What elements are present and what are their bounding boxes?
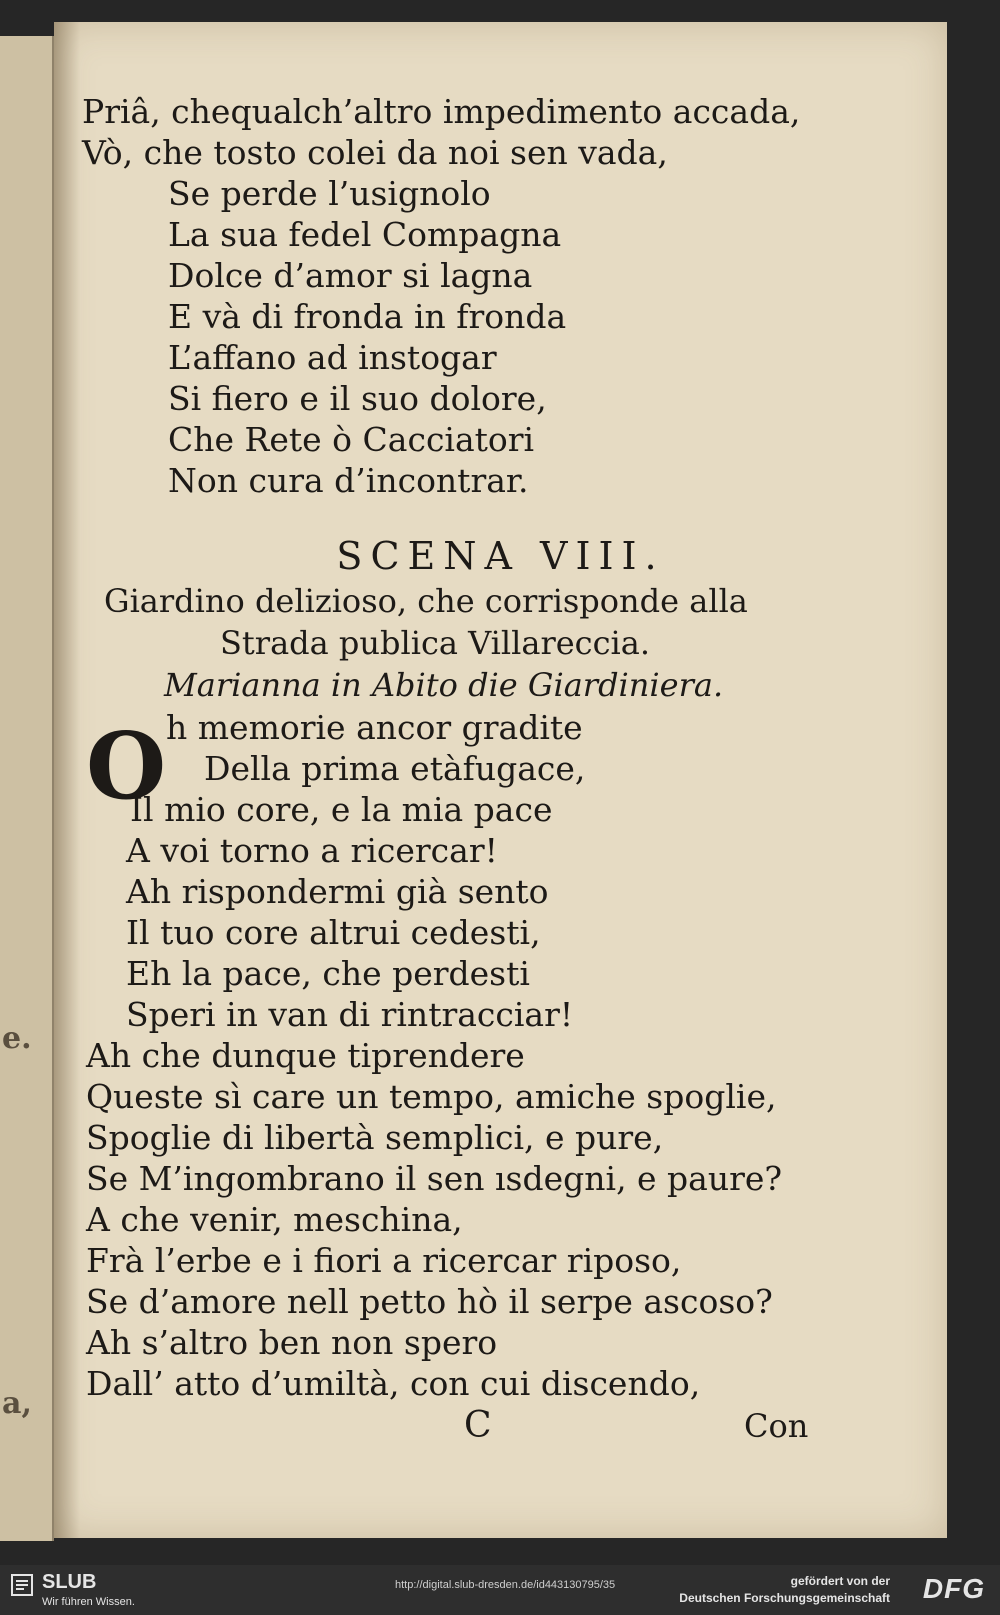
aria-line: Ah rispondermi già sento bbox=[126, 872, 549, 911]
footer-bar bbox=[0, 1565, 1000, 1615]
left-page-fragment: a, bbox=[2, 1386, 32, 1421]
aria-line: A voi torno a ricercar! bbox=[126, 831, 498, 870]
aria-line: Speri in van di rintracciar! bbox=[126, 995, 574, 1034]
recit-line: A che venir, meschina, bbox=[86, 1200, 463, 1239]
slub-logo-icon bbox=[10, 1573, 34, 1597]
dfg-logo[interactable]: DFG bbox=[922, 1573, 985, 1604]
signature-mark: C bbox=[464, 1405, 492, 1446]
setting-line: Giardino delizioso, che corrisponde alla bbox=[104, 582, 748, 620]
verse-line: Se perde l’usignolo bbox=[168, 174, 491, 213]
verse-line: Priâ, chequalch’altro impedimento accada, bbox=[82, 92, 801, 131]
recit-line: Se d’amore nell petto hò il serpe ascoso? bbox=[86, 1282, 773, 1321]
recit-line: Dall’ atto d’umiltà, con cui discendo, bbox=[86, 1364, 701, 1403]
scene-heading: SCENA VIII. bbox=[336, 534, 665, 578]
verse-line: Dolce d’amor si lagna bbox=[168, 256, 533, 295]
aria-line: h memorie ancor gradite bbox=[166, 708, 583, 747]
verse-line: Che Rete ò Cacciatori bbox=[168, 420, 535, 459]
setting-line: Strada publica Villareccia. bbox=[220, 624, 650, 662]
left-page-fragment: e. bbox=[2, 1021, 32, 1056]
verse-line: Si fiero e il suo dolore, bbox=[168, 379, 547, 418]
verse-line: E và di fronda in fronda bbox=[168, 297, 567, 336]
catchword: Con bbox=[744, 1407, 809, 1445]
aria-line: Della prima etàfugace, bbox=[204, 749, 586, 788]
recit-line: Ah che dunque tiprendere bbox=[86, 1036, 525, 1075]
verse-line: Vò, che tosto colei da noi sen vada, bbox=[82, 133, 668, 172]
aria-line: Il tuo core altrui cedesti, bbox=[126, 913, 541, 952]
recit-line: Queste sì care un tempo, amiche spoglie, bbox=[86, 1077, 777, 1116]
source-url[interactable]: http://digital.slub-dresden.de/id443130795/35 bbox=[395, 1579, 616, 1591]
slub-tagline: Wir führen Wissen. bbox=[42, 1596, 135, 1608]
recit-line: Se M’ingombrano il sen ısdegni, e paure? bbox=[86, 1159, 783, 1198]
book-page bbox=[54, 22, 947, 1538]
recit-line: Ah s’altro ben non spero bbox=[86, 1323, 498, 1362]
gutter-shadow bbox=[54, 22, 80, 1538]
aria-line: Eh la pace, che perdesti bbox=[126, 954, 530, 993]
drop-cap: O bbox=[86, 712, 167, 820]
recit-line: Frà l’erbe e i fiori a ricercar riposo, bbox=[86, 1241, 682, 1280]
recit-line: Spoglie di libertà semplici, e pure, bbox=[86, 1118, 664, 1157]
verse-line: L’affano ad instogar bbox=[168, 338, 497, 377]
slub-logo-text[interactable]: SLUB bbox=[42, 1571, 97, 1593]
funding-line-1: gefördert von der bbox=[790, 1574, 890, 1588]
verse-line: Non cura d’incontrar. bbox=[168, 461, 529, 500]
verse-line: La sua fedel Compagna bbox=[168, 215, 562, 254]
funding-line-2: Deutschen Forschungsgemeinschaft bbox=[679, 1591, 890, 1605]
aria-line: Il mio core, e la mia pace bbox=[130, 790, 553, 829]
character-line: Marianna in Abito die Giardiniera. bbox=[164, 666, 724, 704]
left-page-edge bbox=[0, 36, 54, 1541]
